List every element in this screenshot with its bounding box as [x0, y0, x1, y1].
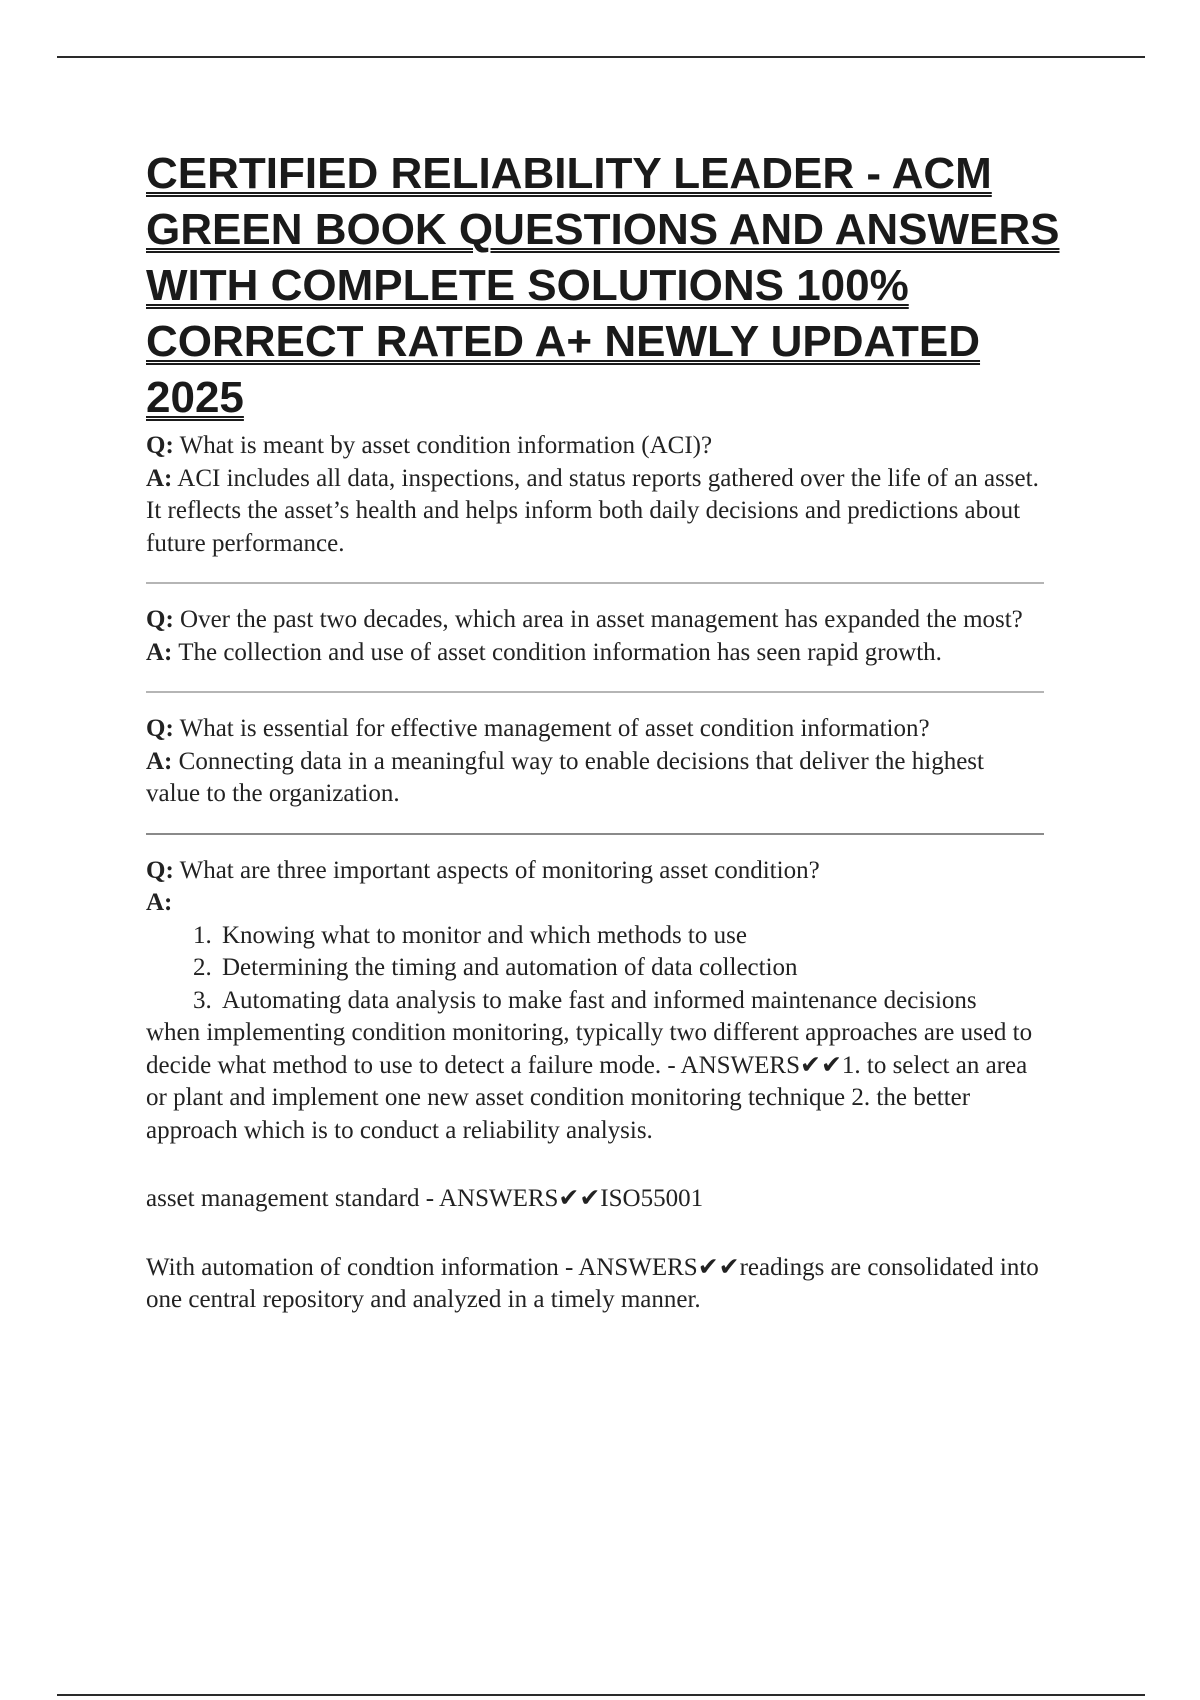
qa-item-2 [146, 604, 1041, 669]
qa-item-3 [146, 713, 1041, 811]
question: Q: Over the past two decades, which area in asset management has expanded the most? [146, 606, 1023, 633]
divider [146, 833, 1044, 835]
question: Q: What are three important aspects of monitoring asset condition? [146, 856, 820, 884]
entry-asset-management-standard: asset management standard - ANSWERS✔✔ISO55001 [146, 1185, 704, 1212]
qa-item-4 [146, 855, 1041, 1018]
divider [146, 691, 1044, 693]
divider [146, 582, 1044, 584]
answer: A: Connecting data in a meaningful way to enable decisions that deliver the highest value to the organization. [146, 747, 984, 807]
list-item: 3. Automating data analysis to make fast and informed maintenance decisions [218, 985, 1041, 1018]
header-rule [57, 56, 1145, 58]
answer: A: The collection and use of asset condition information has seen rapid growth. [146, 638, 942, 666]
list-item: 1. Knowing what to monitor and which methods to use [218, 920, 1041, 953]
answer: A: ACI includes all data, inspections, and status reports gathered over the life of an asset. It reflects the asset’s health and helps inform both daily decisions and predictions about future performance. [146, 464, 1039, 557]
answer: A: [146, 889, 173, 916]
aspects-list [146, 920, 1041, 1018]
entry-condition-monitoring: when implementing condition monitoring, typically two different approaches are used to decide what method to use to detect a failure mode. - ANSWERS✔✔1. to select an area or plant and implement one new asset condition monitoring technique 2. the better approach which is to conduct a reliability analysis. [146, 1019, 1033, 1144]
list-item: 2. Determining the timing and automation of data collection [218, 952, 1041, 985]
document-title: CERTIFIED RELIABILITY LEADER - ACM GREEN BOOK QUESTIONS AND ANSWERS WITH COMPLETE SOLUTIONS 100% CORRECT RATED A+ NEWLY UPDATED 2025 [146, 149, 1060, 422]
entry-automation: With automation of condtion information - ANSWERS✔✔readings are consolidated into one central repository and analyzed in a timely manner. [146, 1253, 1039, 1313]
document-body [146, 146, 1086, 1317]
qa-item-1 [146, 430, 1041, 560]
question: Q: What is essential for effective management of asset condition information? [146, 715, 930, 742]
footer-rule [57, 1694, 1145, 1696]
question: Q: What is meant by asset condition information (ACI)? [146, 432, 713, 459]
